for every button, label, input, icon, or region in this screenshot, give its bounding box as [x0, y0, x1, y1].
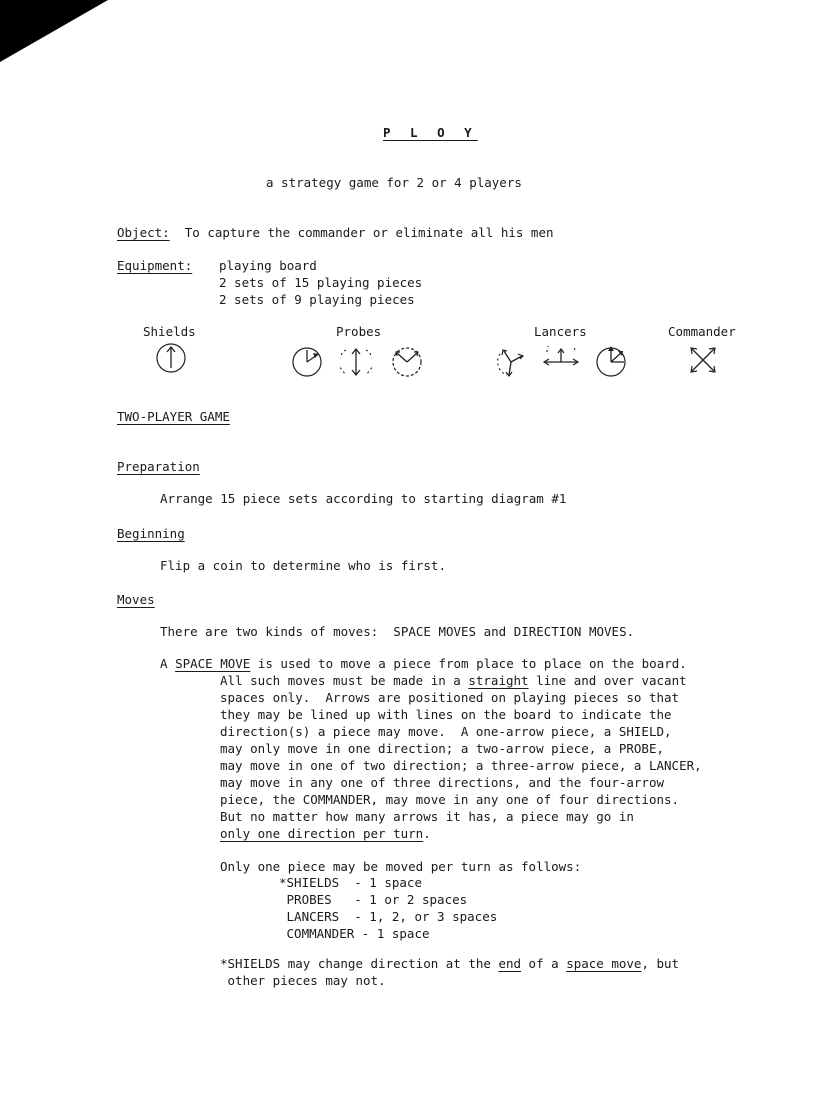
equipment-label: Equipment:	[117, 258, 193, 273]
probe-piece-icon	[340, 346, 372, 378]
table-row: COMMANDER - 1 space	[279, 926, 430, 941]
shields-label: Shields	[143, 324, 196, 339]
commander-piece-icon	[687, 344, 719, 376]
end-term: end	[498, 956, 522, 971]
document-title: P L O Y	[383, 125, 478, 140]
shields-note-line-2: other pieces may not.	[220, 973, 386, 988]
straight-term: straight	[468, 673, 529, 688]
paragraph-line	[220, 825, 702, 842]
text-fragment: .	[423, 826, 431, 841]
table-row: PROBES - 1 or 2 spaces	[279, 892, 468, 907]
object-text: To capture the commander or eliminate all his men	[184, 225, 554, 240]
space-move-paragraph	[220, 689, 702, 842]
paragraph-line: may move in one of two direction; a three-arrow piece, a LANCER,	[220, 758, 702, 773]
text-fragment: of a	[521, 956, 567, 971]
subtitle: a strategy game for 2 or 4 players	[266, 175, 522, 190]
text-fragment: A	[160, 656, 176, 671]
table-row: *SHIELDS - 1 space	[279, 875, 422, 890]
lancer-piece-icon	[541, 346, 581, 378]
paragraph-line: piece, the COMMANDER, may move in any one of four directions.	[220, 792, 680, 807]
space-move-line-2	[220, 672, 687, 689]
paragraph-line: may only move in one direction; a two-arrow piece, a PROBE,	[220, 741, 665, 756]
one-direction-term: only one direction per turn	[220, 826, 424, 841]
text-fragment: *SHIELDS may change direction at the	[220, 956, 499, 971]
preparation-text: Arrange 15 piece sets according to starting diagram #1	[160, 491, 567, 506]
text-fragment: , but	[641, 956, 680, 971]
paragraph-line: spaces only. Arrows are positioned on playing pieces so that	[220, 690, 680, 705]
two-player-heading: TWO-PLAYER GAME	[117, 409, 230, 424]
space-move-term: space move	[566, 956, 642, 971]
object-row	[117, 224, 554, 241]
probe-piece-icon	[391, 346, 423, 378]
only-one-text: Only one piece may be moved per turn as follows:	[220, 859, 582, 874]
shields-note-line-1	[220, 955, 679, 972]
equipment-item: 2 sets of 15 playing pieces	[219, 275, 423, 290]
equipment-item: playing board	[219, 258, 317, 273]
object-label: Object:	[117, 225, 170, 240]
moves-intro: There are two kinds of moves: SPACE MOVES and DIRECTION MOVES.	[160, 624, 635, 639]
paragraph-line: direction(s) a piece may move. A one-arrow piece, a SHIELD,	[220, 724, 672, 739]
lancers-label: Lancers	[534, 324, 587, 339]
shield-piece-icon	[155, 342, 187, 374]
lancer-piece-icon	[495, 346, 527, 378]
moves-table	[279, 874, 497, 942]
paragraph-line: they may be lined up with lines on the board to indicate the	[220, 707, 672, 722]
preparation-heading: Preparation	[117, 459, 200, 474]
text-fragment: line and over vacant	[528, 673, 687, 688]
text-fragment: All such moves must be made in a	[220, 673, 469, 688]
space-move-term: SPACE MOVE	[175, 656, 251, 671]
probe-piece-icon	[291, 346, 323, 378]
beginning-heading: Beginning	[117, 526, 185, 541]
probes-label: Probes	[336, 324, 382, 339]
space-move-line-1	[160, 655, 687, 672]
commander-label: Commander	[668, 324, 736, 339]
lancer-piece-icon	[594, 344, 628, 378]
table-row: LANCERS - 1, 2, or 3 spaces	[279, 909, 498, 924]
text-fragment: is used to move a piece from place to place on the board.	[250, 656, 687, 671]
equipment-item: 2 sets of 9 playing pieces	[219, 292, 415, 307]
moves-heading: Moves	[117, 592, 155, 607]
beginning-text: Flip a coin to determine who is first.	[160, 558, 446, 573]
scan-corner-mark	[0, 0, 108, 62]
paragraph-line: may move in any one of three directions, and the four-arrow	[220, 775, 665, 790]
paragraph-line: But no matter how many arrows it has, a piece may go in	[220, 809, 634, 824]
